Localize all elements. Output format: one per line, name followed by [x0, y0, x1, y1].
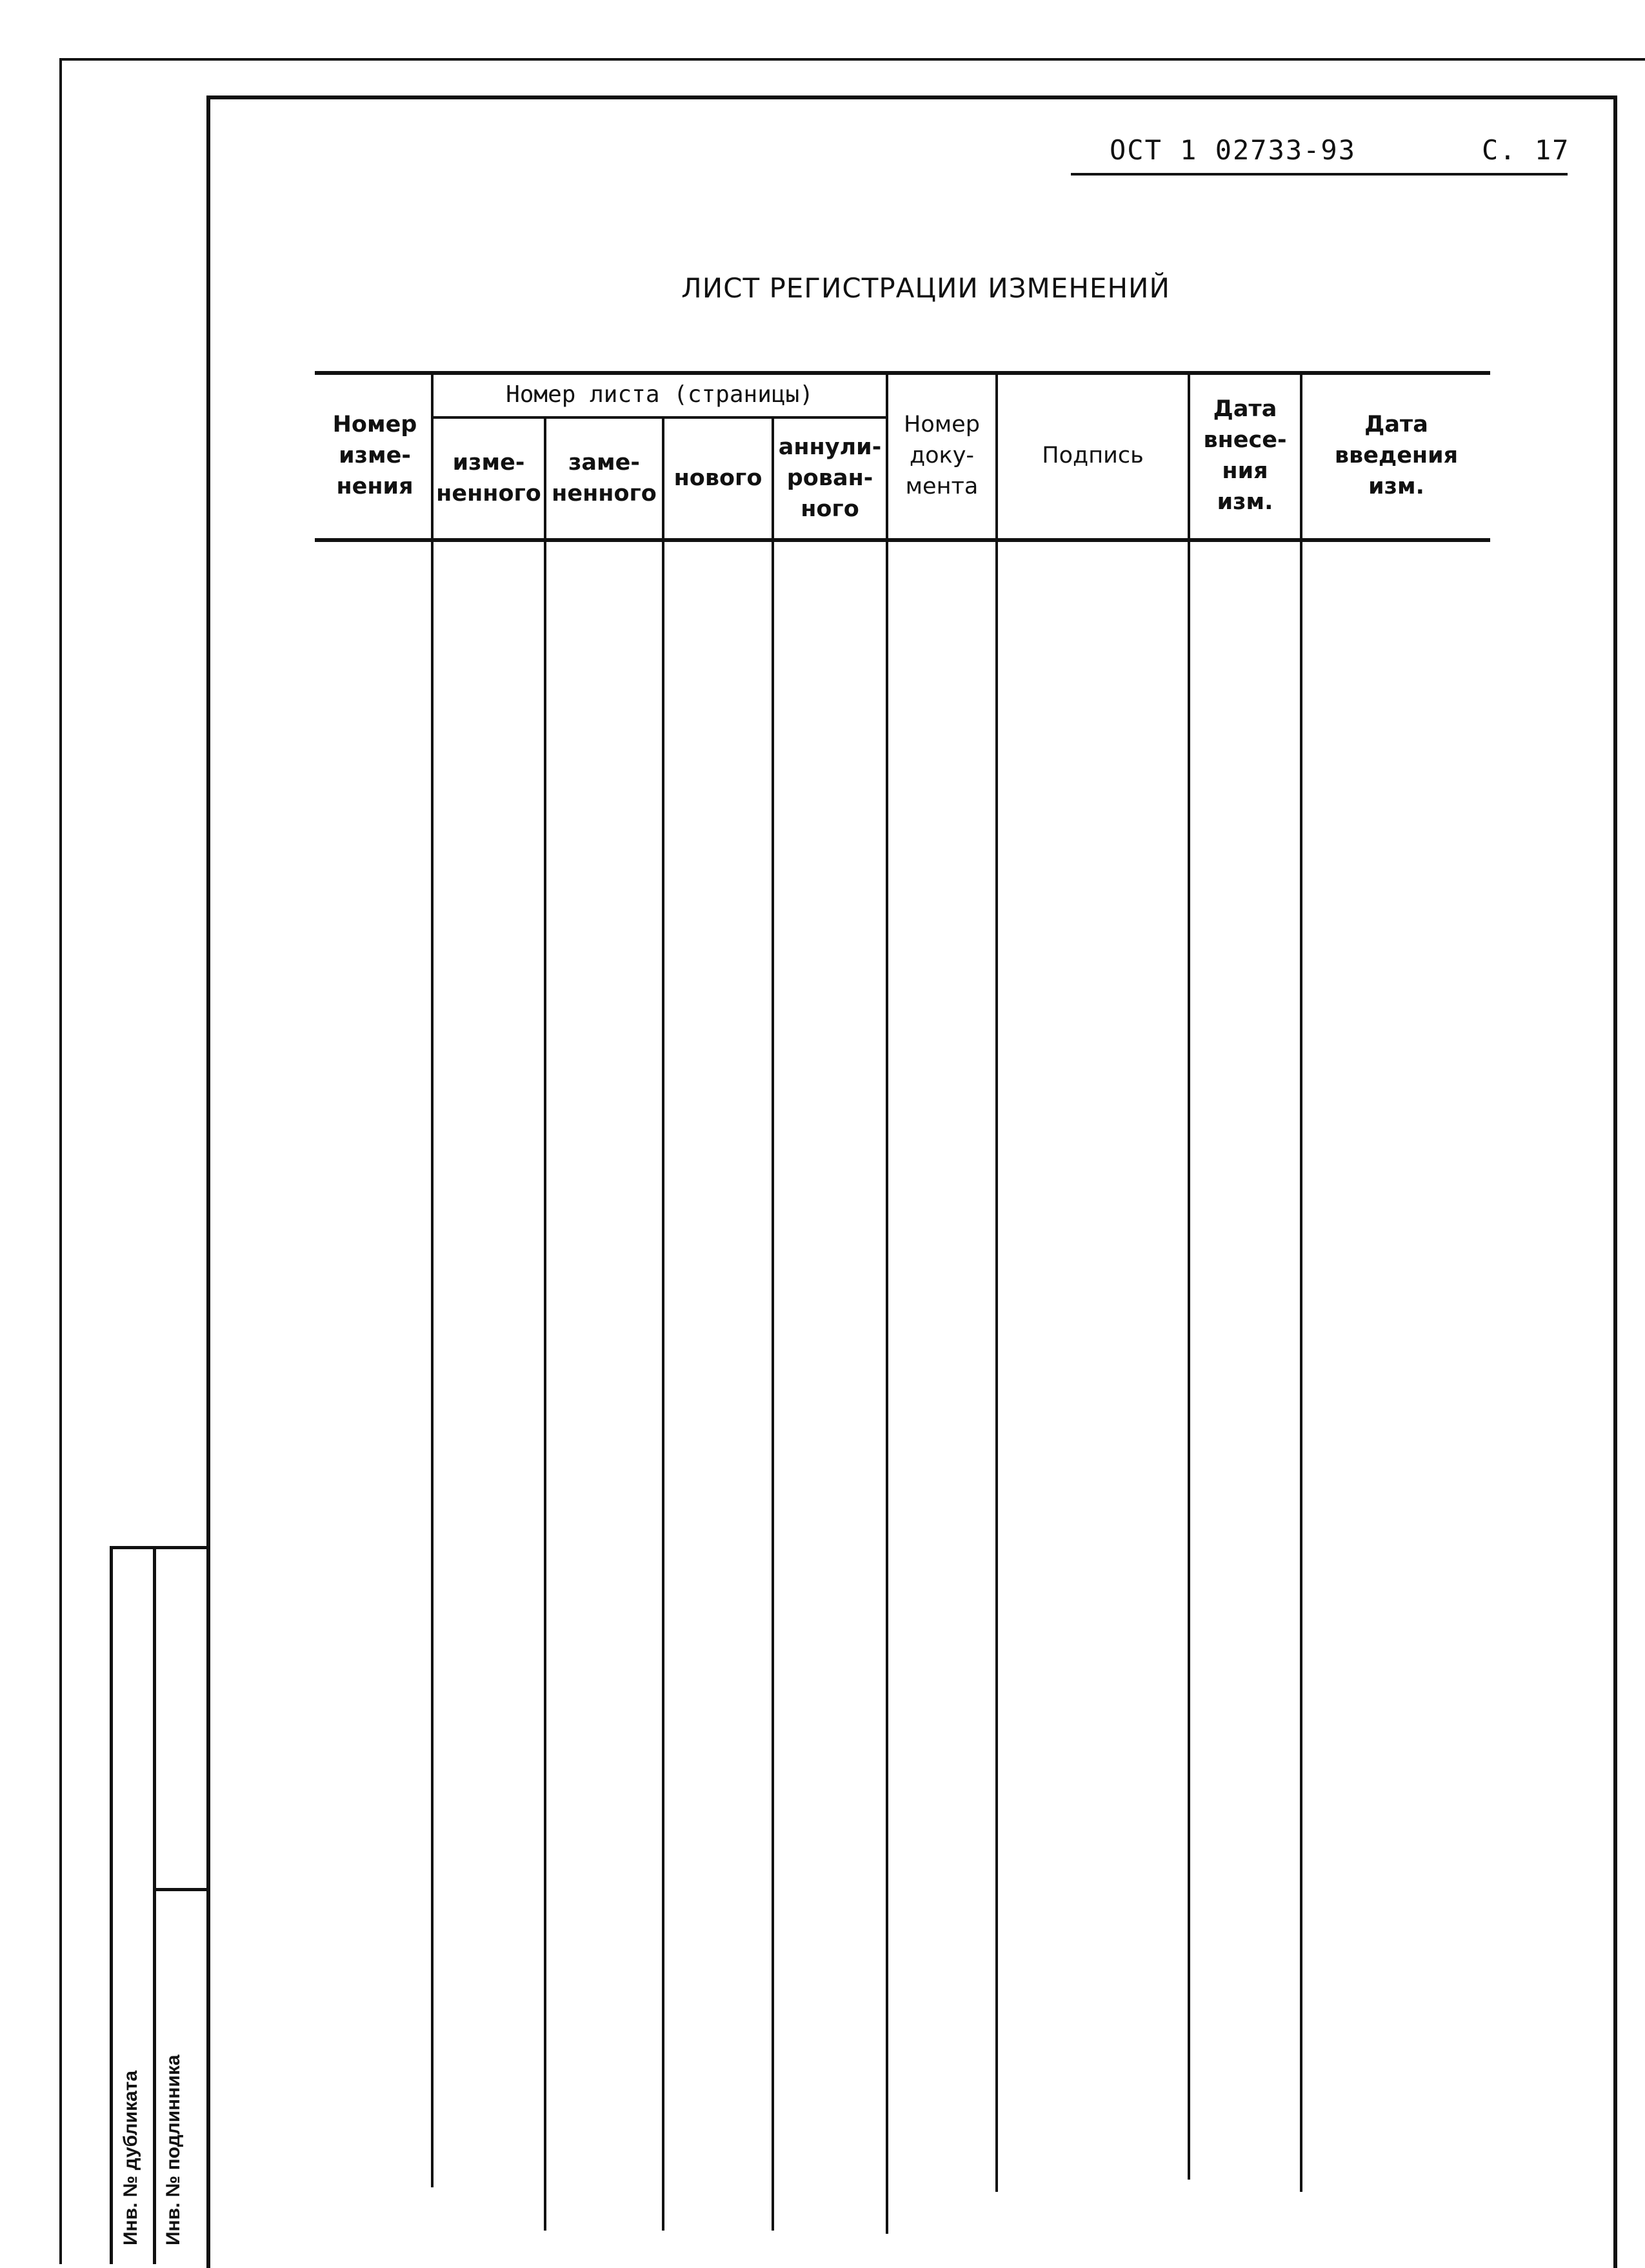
header-date-effective: Дата введения изм. — [1334, 412, 1459, 499]
column-divider — [431, 373, 434, 2187]
column-divider — [995, 373, 998, 2192]
column-divider — [544, 416, 546, 2231]
inventory-stamp-cell-rule — [153, 1888, 206, 1891]
column-divider — [772, 416, 774, 2231]
header-rule — [1071, 173, 1568, 176]
header-new-sheet: нового — [673, 465, 763, 491]
outer-frame-top — [59, 58, 1645, 61]
header-sheet-number-group: Номер листа (страницы) — [506, 381, 813, 408]
original-inventory-label: Инв. № подлинника — [163, 2054, 184, 2245]
header-changed-sheet: изме- ненного — [436, 450, 541, 507]
outer-frame-left — [59, 58, 62, 2264]
column-divider — [1300, 373, 1302, 2192]
page-number: С. 17 — [1482, 134, 1570, 166]
column-divider — [886, 373, 888, 2234]
table-header-bottom-rule — [315, 538, 1490, 542]
duplicate-inventory-label: Инв. № дубликата — [120, 2070, 141, 2245]
document-code: ОСТ 1 02733-93 — [1110, 134, 1357, 166]
header-replaced-sheet: заме- ненного — [552, 450, 657, 507]
inventory-stamp-divider — [153, 1546, 156, 2264]
header-document-number: Номер доку- мента — [904, 412, 980, 499]
sheet-title: ЛИСТ РЕГИСТРАЦИИ ИЗМЕНЕНИЙ — [681, 272, 1170, 304]
header-change-number: Номер изме- нения — [332, 412, 417, 499]
group-header-rule — [431, 416, 886, 419]
column-divider — [662, 416, 664, 2231]
header-signature: Подпись — [1042, 443, 1144, 468]
header-date-entered: Дата внесе- ния изм. — [1203, 396, 1287, 515]
header-annulled-sheet: аннули- рован- ного — [778, 434, 882, 522]
column-divider — [1188, 373, 1190, 2180]
